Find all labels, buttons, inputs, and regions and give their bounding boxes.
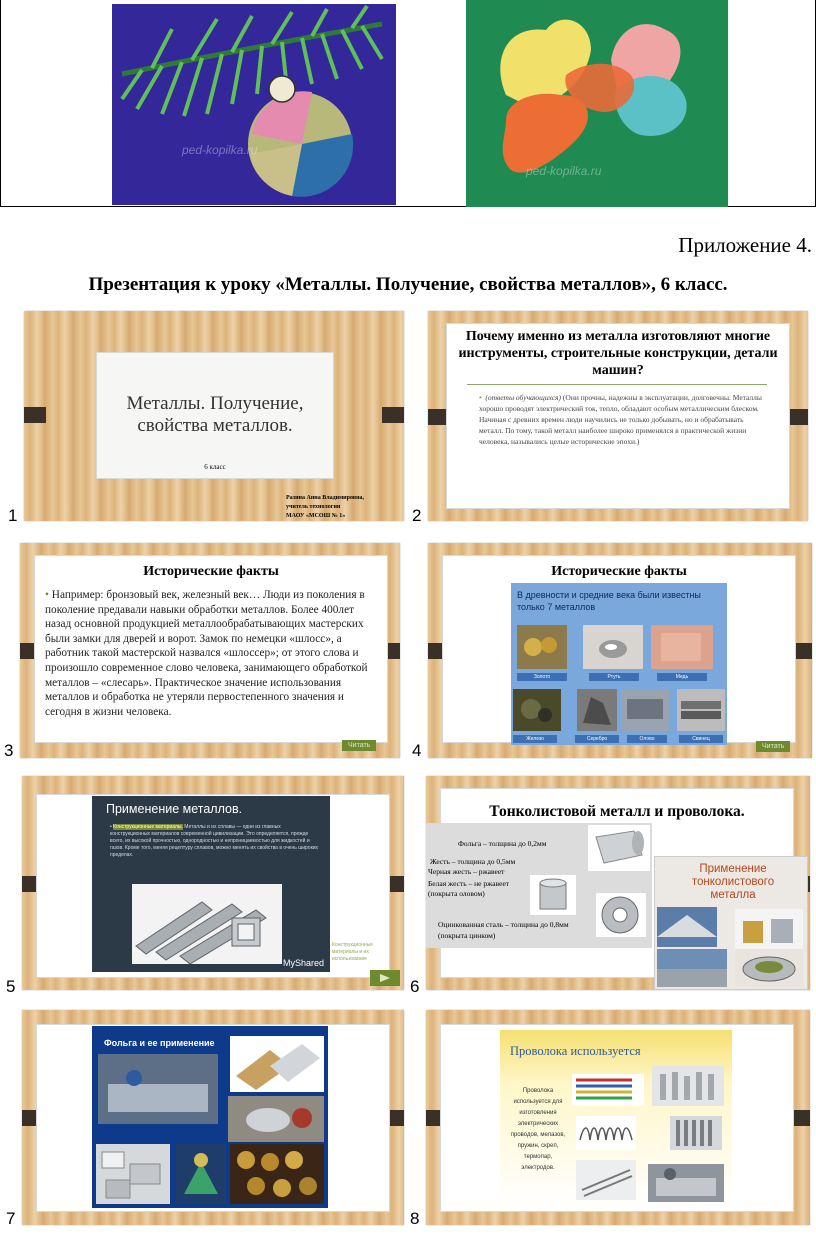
author-name: Разина Анна Владимировна,: [286, 495, 365, 501]
caption-lead: Свинец: [679, 735, 723, 743]
tin-image: [621, 689, 669, 731]
metals-panel: [511, 583, 727, 745]
bullet: •: [45, 589, 49, 601]
slide-5-body: • Конструкционные материалы. Металлы и их сплавы — одни из главных конструкционных материалов современной цивилизации. Это определяется, прежде всего, их высокой прочностью, однородностью и непроницаемостью для жидкостей и газов. Кроме того, меняя рецептуру сплавов, можно менять их свойства в очень широких пределах.: [110, 824, 319, 858]
wire-panel: [500, 1030, 732, 1206]
slide-5-title: Применение металлов.: [106, 802, 243, 816]
hangar-image: [657, 949, 727, 987]
slide-5-text: Металлы и их сплавы — одни из главных конструкционных материалов современной цивилизации. Это определяется, прежде всего, их высокой прочностью, однородностью и непроницаемостью для жидкостей и газов. Кроме того, меняя рецептуру сплавов, можно менять их свойства в очень широких пределах.: [110, 824, 319, 858]
slide-5-highlight: Конструкционные материалы.: [113, 824, 183, 830]
slide-4: [428, 543, 812, 758]
author-school: МАОУ «МСОШ № 1»: [286, 513, 346, 519]
foil-factory-image: [98, 1054, 218, 1124]
item-zinc-coated: (покрыта цинком): [438, 931, 496, 940]
foil-roll-image: [588, 825, 650, 871]
slide-number-3: 3: [4, 741, 14, 760]
slide-number-4: 4: [412, 741, 422, 760]
foil-food-image: [228, 1096, 324, 1142]
slide-tab-right: [382, 407, 404, 423]
watermark-right: ped-kopilka.ru: [526, 164, 602, 178]
slide-number-6: 6: [410, 977, 420, 996]
factory-image: [648, 1164, 724, 1202]
foil-sheets-image: [96, 1144, 170, 1204]
caption-tin: Олово: [627, 735, 667, 743]
chocolates-image: [230, 1144, 324, 1204]
application-panel-title: Применение тонколистового металла: [691, 863, 775, 901]
slide-6: [426, 776, 810, 990]
metal-profiles-image: [132, 884, 282, 964]
bullet: •: [479, 393, 486, 402]
read-button[interactable]: Читать: [756, 741, 790, 752]
item-galvanized: Оцинкованная сталь – толщина до 0,8мм: [438, 920, 569, 929]
slide-number-7: 7: [6, 1209, 16, 1228]
foil-panel: [92, 1026, 328, 1208]
gold-image: [517, 625, 567, 669]
fasteners-image: [652, 1066, 724, 1106]
myshared-brand: MyShared: [282, 958, 324, 968]
slide-number-8: 8: [410, 1209, 420, 1228]
dark-content-panel: [92, 796, 330, 972]
read-button[interactable]: Читать: [342, 740, 376, 751]
silver-image: [577, 689, 617, 731]
slide-number-5: 5: [6, 977, 16, 996]
slide-8-body: Проволока используется для изготовления электрических проводов, мелазов, пружин, скреп, термопар, электродов.: [510, 1088, 566, 1171]
slide-2-text: (Они прочны, надежны в эксплуатации, долговечны. Металлы хорошо проводят электрический ток, тепло, обладают особым металлическим блеском. Начиная с древних времен люди научились не только добывать, но и обрабатывать металл. По тому, такой металл наиболее широко применялся в практической жизни человека, назывались целые исторические эпохи.): [479, 393, 762, 446]
arrow-right-icon: [370, 970, 400, 986]
slide-8-title: Проволока используется: [510, 1044, 641, 1058]
caption-mercury: Ртуть: [589, 673, 639, 681]
presentation-title: Презентация к уроку «Металлы. Получение, свойства металлов», 6 класс.: [88, 274, 728, 295]
content-panel: [34, 555, 388, 743]
slide-number-1: 1: [8, 506, 18, 525]
slide-3-body: [45, 588, 381, 719]
slide-1-author-block: [286, 494, 364, 521]
roof-image: [657, 907, 717, 947]
slide-2-title: Почему именно из металла изготовляют многие инструменты, строительные конструкции, детали машин?: [458, 329, 778, 378]
slide-1: [24, 311, 404, 521]
slide-5-link[interactable]: Конструкционные материалы и их использование: [332, 942, 373, 962]
wires-image: [572, 1074, 644, 1106]
item-white-tin: Белая жесть – не ржавеет: [428, 879, 510, 888]
slide-2-body: [479, 392, 769, 447]
slide-2: [428, 311, 808, 521]
nails-image: [576, 1160, 636, 1200]
slide-3-title: Исторические факты: [143, 564, 279, 579]
author-role: учитель технологии: [286, 504, 341, 510]
heart-applique-photo: [466, 0, 728, 207]
cans-image: [735, 909, 803, 949]
slide-3-text: Например: бронзовый век, железный век… Люди из поколения в поколение предавали навыки обработки металлов. Более 400лет назад основной продукцией металлообрабатывающих мастерских были замки для дверей и ворот. Замок по немецки «шлосс», а работник такой мастерской назвался «шлоссер»; от этого слова и произошло современное слово человека, занимающего обработкой металлов – «слесарь». Практическое значение использования металлов и обработка не утеряли первостепенного значения и сегодня в жизни человека.: [45, 589, 368, 718]
slide-7: [22, 1010, 404, 1225]
application-panel: [654, 856, 808, 990]
foil-rolls-image: [230, 1036, 324, 1092]
copper-image: [651, 625, 713, 669]
slide-number-2: 2: [412, 506, 422, 525]
slide-3: [20, 543, 400, 758]
item-foil: Фольга – толщина до 0,2мм: [458, 839, 547, 848]
caption-silver: Серебро: [575, 735, 619, 743]
caption-gold: Золото: [517, 673, 567, 681]
steel-coil-image: [596, 893, 646, 937]
content-panel: [446, 323, 790, 509]
slide-6-title: Тонколистовой металл и проволока.: [489, 803, 745, 820]
slide-1-title: Металлы. Получение, свойства металлов.: [126, 393, 304, 436]
foil-gift-image: [176, 1144, 226, 1204]
mercury-image: [583, 625, 643, 669]
item-black-tin: Черная жесть – ржавеет: [428, 867, 505, 876]
item-tin-plate: Жесть – толщина до 0,5мм: [430, 857, 516, 866]
caption-copper: Медь: [657, 673, 707, 681]
slide-4-subtitle: В древности и средние века были известны только 7 металлов: [517, 590, 701, 612]
lead-image: [677, 689, 725, 731]
thin-metal-panel: [426, 823, 652, 948]
item-tin-coated: (покрыта оловом): [428, 889, 485, 898]
slide-tab-left: [24, 407, 46, 423]
watermark-left: ped-kopilka.ru: [182, 143, 258, 157]
caption-iron: Железо: [513, 735, 557, 743]
appendix-label: Приложение 4.: [678, 233, 812, 257]
spring-image: [576, 1116, 636, 1150]
next-arrow-button[interactable]: [370, 970, 400, 986]
slide-7-title: Фольга и ее применение: [104, 1038, 215, 1048]
tin-can-image: [530, 875, 576, 915]
iron-image: [513, 689, 561, 731]
food-tray-image: [735, 949, 803, 987]
top-photo-frame: [0, 0, 816, 207]
title-panel: [96, 352, 334, 479]
slide-5: [22, 776, 404, 990]
slide-2-lead: (ответы обучающихся): [485, 393, 562, 402]
slide-1-grade: 6 класс: [204, 463, 226, 471]
slide-4-title: Исторические факты: [551, 564, 687, 579]
slide-8: [426, 1010, 810, 1225]
christmas-applique-photo: [112, 4, 396, 205]
divider: [467, 384, 767, 385]
electrodes-image: [670, 1116, 722, 1150]
